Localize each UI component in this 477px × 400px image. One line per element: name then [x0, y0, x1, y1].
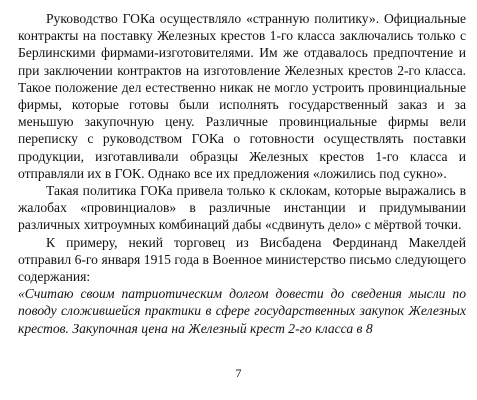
page-number: 7: [235, 366, 242, 380]
letter-quote: «Считаю своим патриотическим долгом довести до сведения мысли по поводу сложившейся практики в сфере государственных закупок Железных крестов. Закупочная цена на Железный крест 2-го класса в 8: [18, 286, 466, 336]
body-text: [18, 10, 466, 337]
paragraph-2: Такая политика ГОКа привела только к склокам, которые выражались в жалобах «провинциалов» в различные инстанции и придумывании различных хитроумных комбинаций дабы «сдвинуть дело» с мёртвой точки.: [18, 183, 466, 233]
paragraph-3: К примеру, некий торговец из Висбадена Фердинанд Макелдей отправил 6-го января 1915 года в Военное министерство письмо следующего содержания:: [18, 234, 466, 285]
paragraph-1: Руководство ГОКа осуществляло «странную политику». Официальные контракты на поставку Железных крестов 1-го класса заключались только с Берлинскими фирмами-изготовителями. Им же отдавалось предпочтение и при заключении контрактов на изготовление Железных крестов 2-го класса. Такое положение дел естественно никак не могло устроить провинциальные фирмы, которые готовы были исполнять государственный заказ и за меньшую закупочную цену. Различные провинциальные фирмы вели переписку с руководством ГОКа о готовности осуществлять поставки продукции, изготавливали образцы Железных крестов 1-го класса и отправляли их в ГОК. Однако все их предложения «ложились под сукно».: [18, 11, 466, 181]
